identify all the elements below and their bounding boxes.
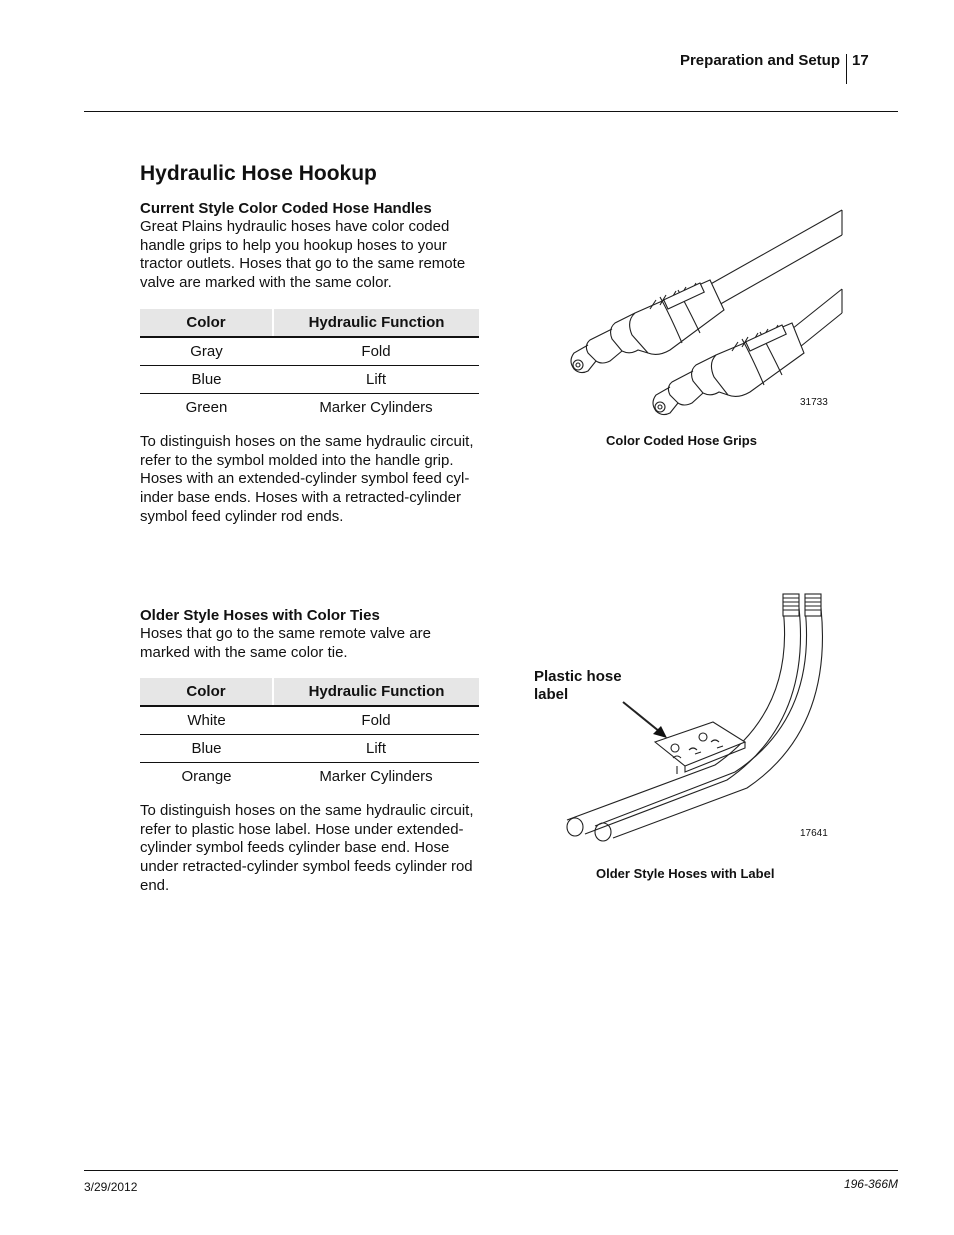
plastic-hose-label-callout: Plastic hose label (534, 668, 622, 703)
header-divider (846, 54, 847, 84)
older-style-note: To distinguish hoses on the same hydraulic circuit, refer to plastic hose label. Hose under extended-cylinder symbol feeds cylinder base end. Hose under retracted-cylinder symbol feeds cylinder rod end. (140, 802, 474, 894)
page-number: 17 (852, 52, 869, 69)
figure-number: 31733 (800, 397, 828, 408)
function-cell: Lift (273, 735, 479, 763)
function-cell: Marker Cylinders (319, 768, 433, 785)
table-row (140, 735, 479, 763)
figure-caption: Color Coded Hose Grips (606, 433, 757, 448)
current-style-heading: Current Style Color Coded Hose Handles (140, 200, 432, 217)
footer-rule (84, 1170, 898, 1171)
figure-caption: Older Style Hoses with Label (596, 866, 775, 881)
function-cell: Fold (273, 337, 479, 366)
older-style-intro: Hoses that go to the same remote valve are marked with the same color tie. (140, 625, 431, 661)
current-style-intro: Great Plains hydraulic hoses have color coded handle grips to help you hookup hoses to your tractor outlets. Hoses that go to the same remote valve are marked with the same color. (140, 218, 466, 292)
color-cell: Green (185, 399, 228, 416)
current-style-table (140, 309, 479, 421)
function-cell: Marker Cylinders (319, 399, 433, 416)
color-cell: White (140, 706, 273, 735)
table-header-row (140, 309, 479, 337)
table-header-row (140, 678, 479, 706)
table-row (140, 337, 479, 366)
older-style-heading: Older Style Hoses with Color Ties (140, 607, 380, 624)
hose-label-illustration (555, 590, 845, 840)
column-header-color: Color (140, 678, 273, 706)
figure-number: 17641 (800, 828, 828, 839)
page-title: Hydraulic Hose Hookup (140, 162, 377, 185)
footer-date: 3/29/2012 (84, 1180, 138, 1194)
table-row (140, 366, 479, 394)
footer-doc-number: 196-366M (843, 1177, 898, 1191)
color-cell: Orange (181, 768, 232, 785)
header-rule (84, 111, 898, 112)
table-row (140, 706, 479, 735)
function-cell: Lift (273, 366, 479, 394)
column-header-function: Hydraulic Function (273, 309, 479, 337)
older-style-table (140, 678, 479, 790)
column-header-function: Hydraulic Function (273, 678, 479, 706)
color-cell: Blue (140, 735, 273, 763)
table-row (140, 394, 479, 422)
function-cell: Fold (273, 706, 479, 735)
current-style-note: To distinguish hoses on the same hydraulic circuit, refer to the symbol molded into the handle grip. Hoses with an extended-cylinder symbol feed cyl-inder base ends. Hoses with a retracted-cylinder symbol feed cylinder rod ends. (140, 433, 474, 525)
color-cell: Gray (140, 337, 273, 366)
table-row (140, 763, 479, 791)
column-header-color: Color (140, 309, 273, 337)
color-cell: Blue (140, 366, 273, 394)
running-header-section: Preparation and Setup (679, 52, 840, 69)
